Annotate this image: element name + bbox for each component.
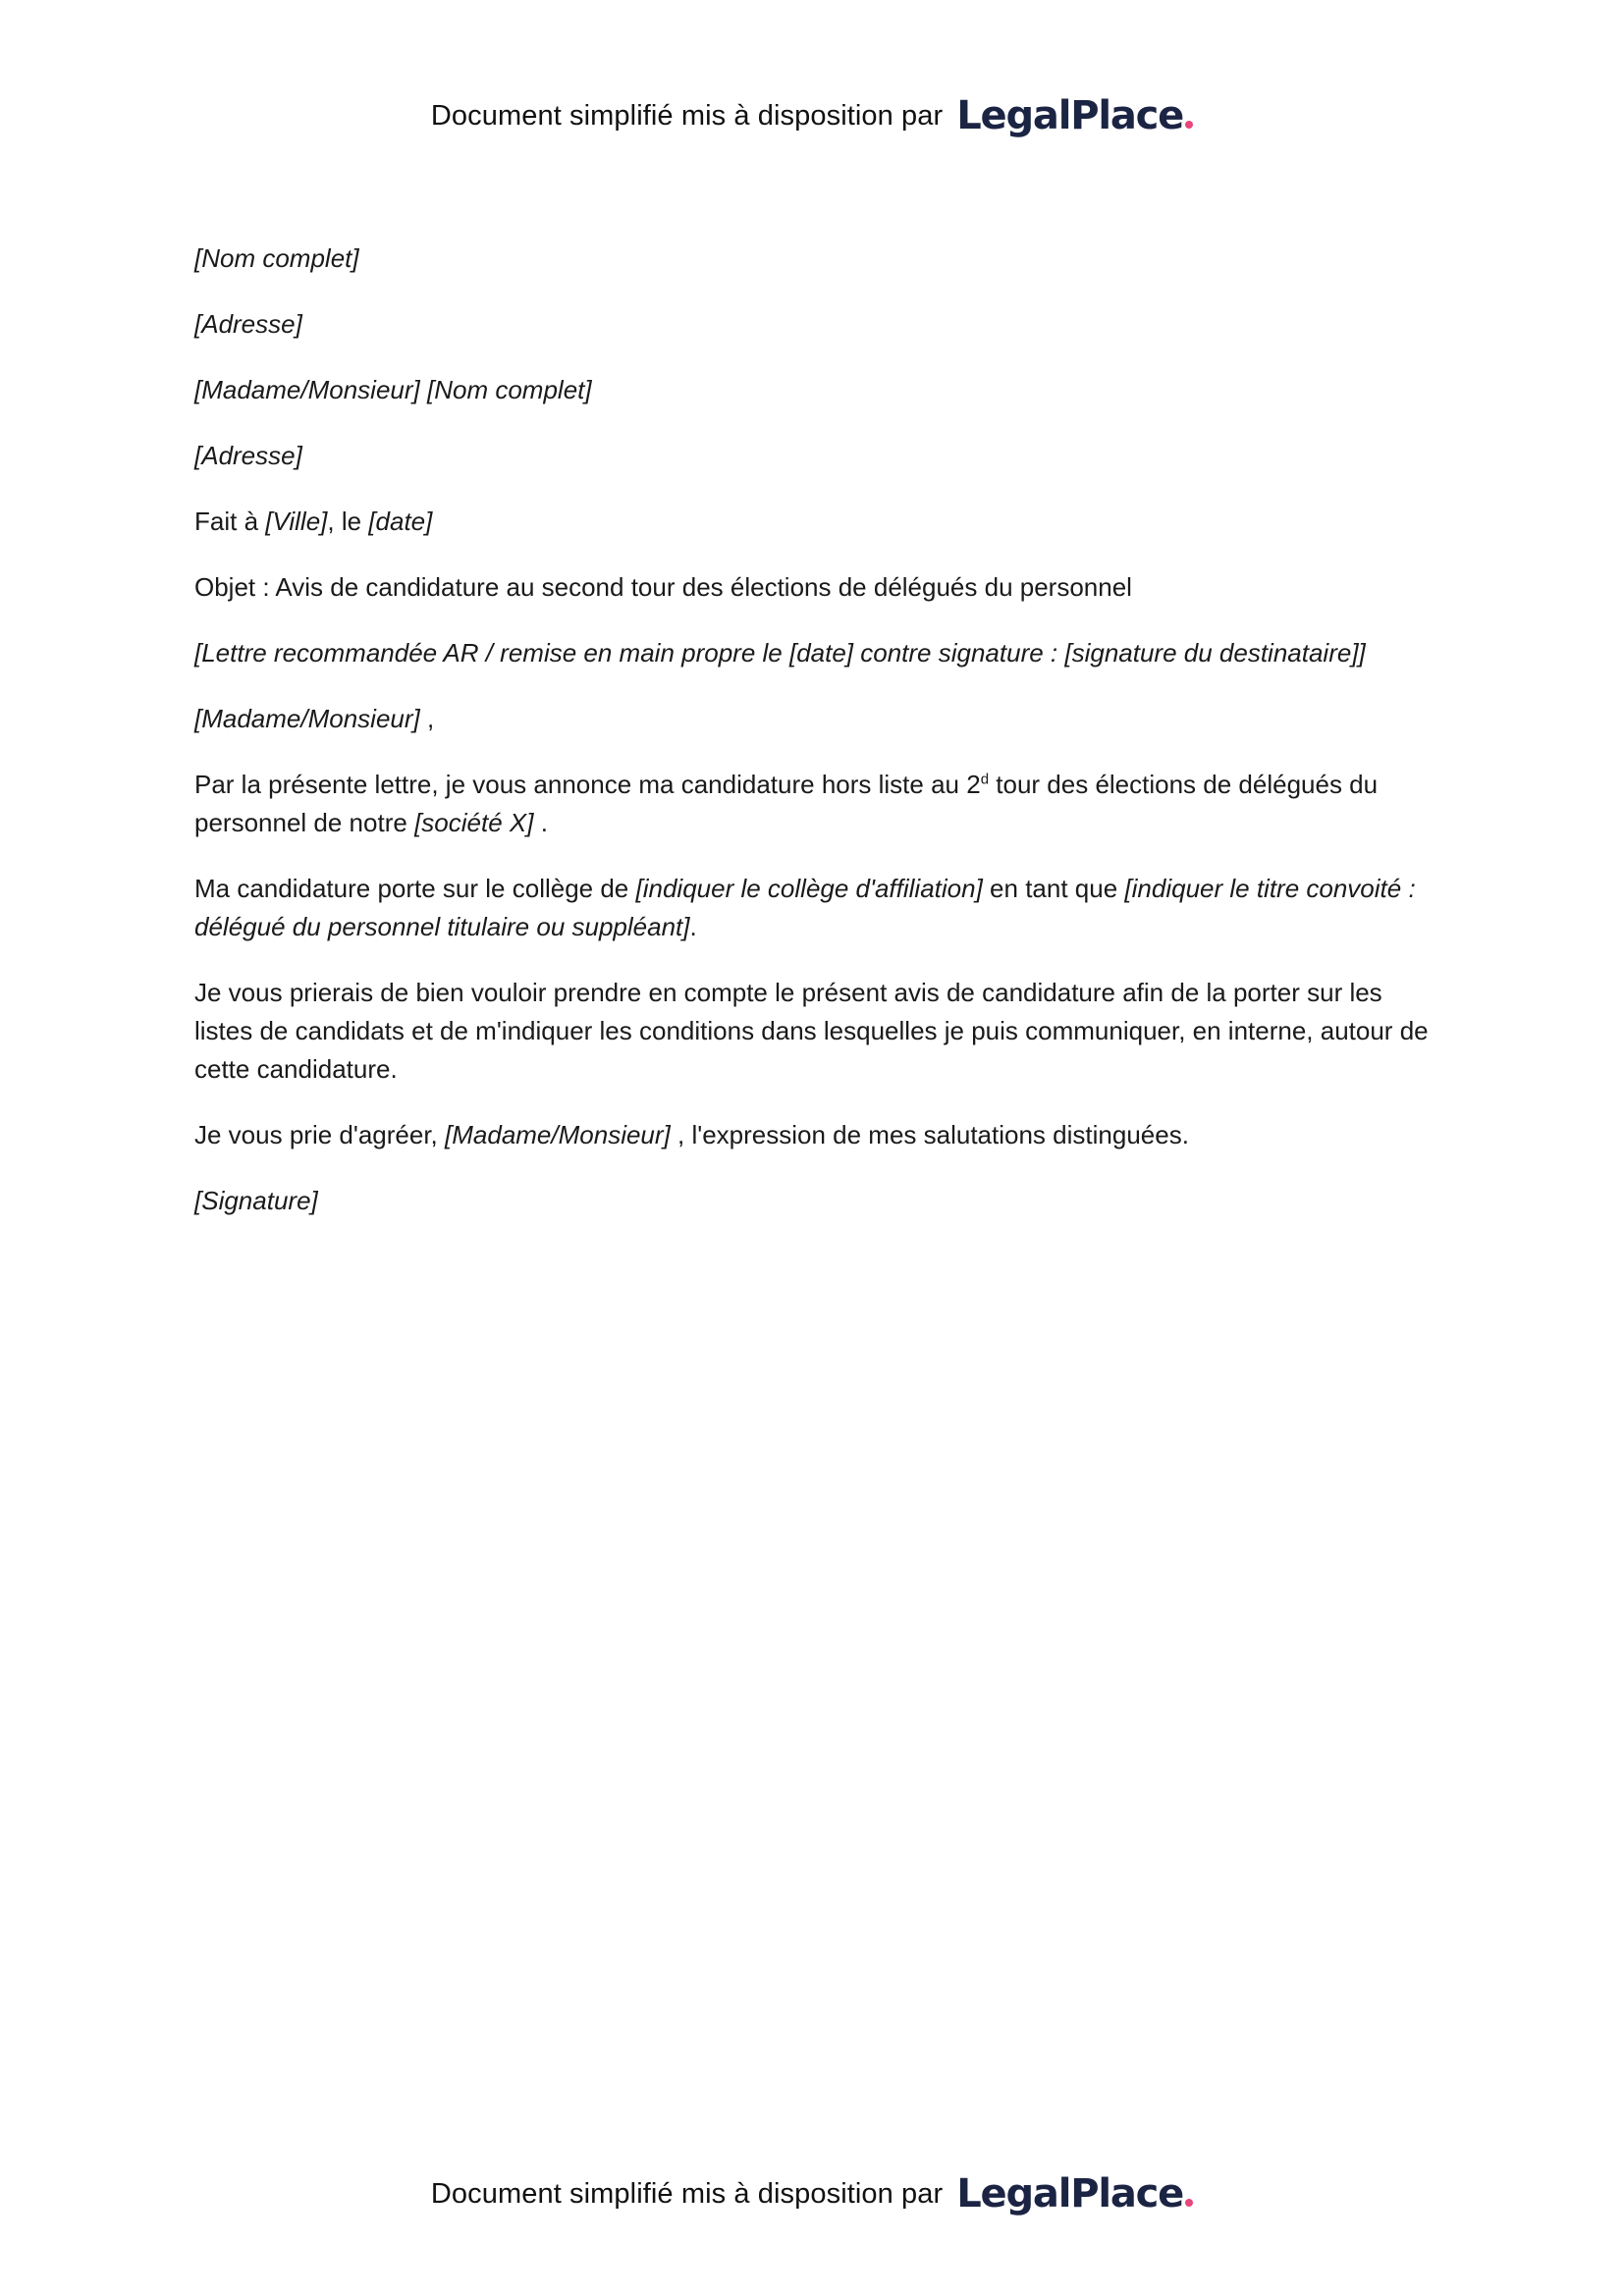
header-banner xyxy=(0,93,1624,138)
paragraph2-text-middle: en tant que xyxy=(982,874,1118,903)
recipient-title: [Madame/Monsieur] xyxy=(194,375,420,404)
recipient-line xyxy=(194,371,1434,409)
closing-end: , l'expression de mes salutations distinguées. xyxy=(670,1120,1189,1149)
ordinal-superscript: d xyxy=(980,771,990,788)
place-date-prefix: Fait à xyxy=(194,507,259,536)
closing-start: Je vous prie d'agréer, xyxy=(194,1120,438,1149)
paragraph2-end: . xyxy=(689,912,697,941)
place-city: [Ville] xyxy=(265,507,328,536)
closing-title: [Madame/Monsieur] xyxy=(445,1120,671,1149)
paragraph-college xyxy=(194,870,1434,946)
paragraph1-text-middle: tour des élections de délégués du personnel de notre xyxy=(194,770,1379,837)
place-date-line xyxy=(194,503,1434,541)
paragraph1-text-start: Par la présente lettre, je vous annonce ma candidature hors liste au 2 xyxy=(194,770,981,799)
paragraph1-end: . xyxy=(533,808,548,837)
logo-text: LegalPlace xyxy=(956,2171,1184,2216)
recipient-address: [Adresse] xyxy=(194,441,302,470)
paragraph-candidature xyxy=(194,766,1434,842)
subject-line: Objet : Avis de candidature au second tour des élections de délégués du personnel xyxy=(194,572,1132,602)
salutation xyxy=(194,700,1434,738)
closing-formula xyxy=(194,1116,1434,1154)
logo-dot-icon xyxy=(1185,121,1193,129)
recipient-name: [Nom complet] xyxy=(427,375,592,404)
college-placeholder: [indiquer le collège d'affiliation] xyxy=(635,874,983,903)
sender-address: [Adresse] xyxy=(194,309,302,339)
paragraph2-text-start: Ma candidature porte sur le collège de xyxy=(194,874,629,903)
logo-dot-icon xyxy=(1185,2199,1193,2207)
signature-placeholder: [Signature] xyxy=(194,1186,318,1215)
legalplace-logo xyxy=(956,93,1193,138)
salutation-title: [Madame/Monsieur] xyxy=(194,704,420,733)
letter-body xyxy=(194,240,1434,1248)
delivery-mode: [Lettre recommandée AR / remise en main propre le [date] contre signature : [signature du destinataire]] xyxy=(194,638,1366,667)
legalplace-logo xyxy=(956,2171,1193,2216)
company-placeholder: [société X] xyxy=(414,808,534,837)
footer-banner xyxy=(0,2171,1624,2216)
letter-date: [date] xyxy=(368,507,433,536)
place-date-middle: , le xyxy=(327,507,362,536)
sender-name: [Nom complet] xyxy=(194,243,359,273)
logo-text: LegalPlace xyxy=(956,93,1184,138)
paragraph-request: Je vous prierais de bien vouloir prendre en compte le présent avis de candidature afin de la porter sur les listes de candidats et de m'indiquer les conditions dans lesquelles je puis communiquer, en interne, autour de cette candidature. xyxy=(194,978,1429,1084)
banner-text: Document simplifié mis à disposition par xyxy=(430,99,944,132)
title-placeholder: [indiquer le titre convoité : délégué du personnel titulaire ou suppléant] xyxy=(194,874,1416,941)
banner-text: Document simplifié mis à disposition par xyxy=(430,2177,944,2210)
salutation-suffix: , xyxy=(419,704,435,733)
